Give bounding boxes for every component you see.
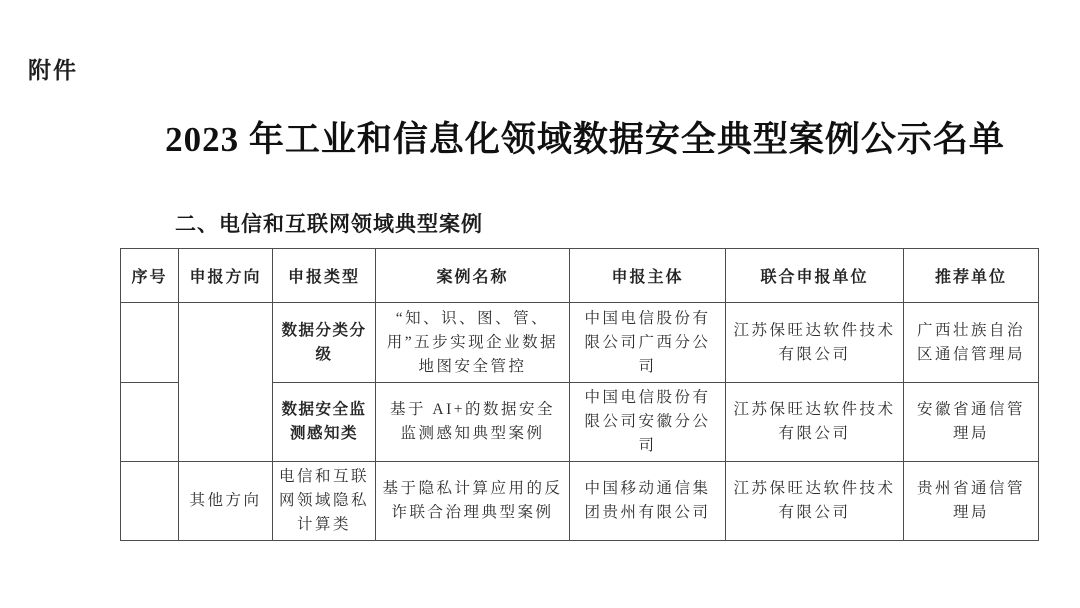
- cell-case-name: “知、识、图、管、用”五步实现企业数据地图安全管控: [376, 303, 570, 383]
- cell-type: 数据分类分级: [273, 303, 376, 383]
- cell-recommender: 安徽省通信管理局: [904, 383, 1039, 462]
- table-header-row: [121, 249, 1039, 303]
- attachment-label: 附件: [28, 57, 78, 83]
- cell-seq: [121, 303, 179, 383]
- col-header-case-name: 案例名称: [376, 249, 570, 303]
- cell-joint-applicant: 江苏保旺达软件技术有限公司: [726, 383, 904, 462]
- cell-applicant: 中国移动通信集团贵州有限公司: [570, 462, 726, 541]
- page-title: 2023 年工业和信息化领域数据安全典型案例公示名单: [165, 120, 1005, 159]
- cell-applicant: 中国电信股份有限公司广西分公司: [570, 303, 726, 383]
- cell-type: 数据安全监测感知类: [273, 383, 376, 462]
- section-heading: 二、电信和互联网领域典型案例: [175, 213, 483, 236]
- cell-case-name: 基于隐私计算应用的反诈联合治理典型案例: [376, 462, 570, 541]
- cell-recommender: 广西壮族自治区通信管理局: [904, 303, 1039, 383]
- cell-case-name: 基于 AI+的数据安全监测感知典型案例: [376, 383, 570, 462]
- col-header-type: 申报类型: [273, 249, 376, 303]
- cell-joint-applicant: 江苏保旺达软件技术有限公司: [726, 462, 904, 541]
- col-header-seq: 序号: [121, 249, 179, 303]
- cell-applicant: 中国电信股份有限公司安徽分公司: [570, 383, 726, 462]
- cell-seq: [121, 462, 179, 541]
- cell-seq: [121, 383, 179, 462]
- cell-direction: 其他方向: [179, 462, 273, 541]
- table-row: [121, 462, 1039, 541]
- table-row: [121, 303, 1039, 383]
- cell-direction-merged: [179, 303, 273, 462]
- cell-recommender: 贵州省通信管理局: [904, 462, 1039, 541]
- col-header-applicant: 申报主体: [570, 249, 726, 303]
- col-header-recommender: 推荐单位: [904, 249, 1039, 303]
- col-header-direction: 申报方向: [179, 249, 273, 303]
- col-header-joint-applicant: 联合申报单位: [726, 249, 904, 303]
- cell-joint-applicant: 江苏保旺达软件技术有限公司: [726, 303, 904, 383]
- typical-cases-table: [120, 248, 1039, 541]
- cell-type: 电信和互联网领域隐私计算类: [273, 462, 376, 541]
